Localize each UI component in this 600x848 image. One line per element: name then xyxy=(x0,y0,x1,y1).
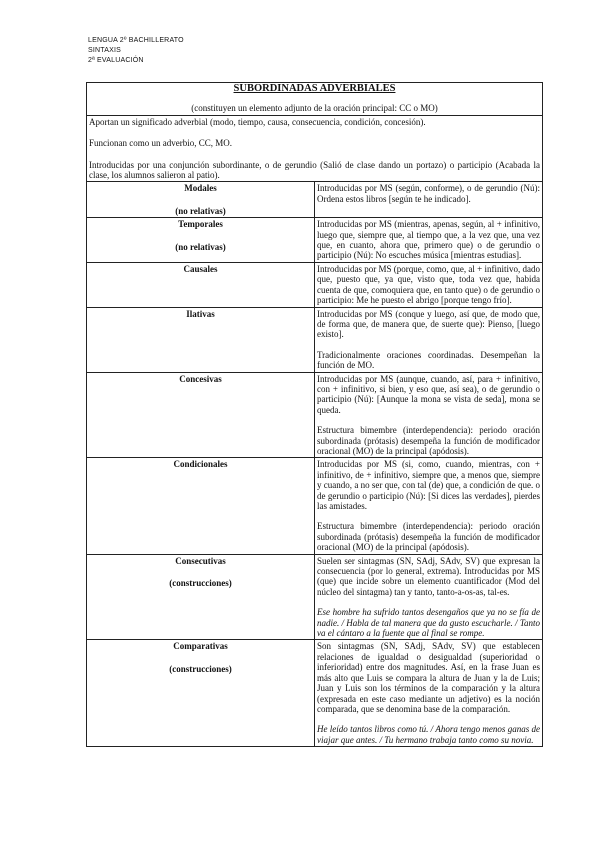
row-label: Concesivas xyxy=(179,373,222,384)
document-header xyxy=(88,36,184,66)
row-text: Introducidas por MS (conque y luego, así que, de modo que, de forma que, de manera que, de suerte que): Pienso, [luego existo]. xyxy=(317,308,540,340)
text-cell xyxy=(315,307,543,372)
row-text-note: Tradicionalmente oraciones coordinadas. Desempeñan la función de MO. xyxy=(317,349,540,371)
header-topic: SINTAXIS xyxy=(88,47,121,54)
row-label-note: (no relativas) xyxy=(175,241,226,252)
text-cell xyxy=(315,372,543,458)
row-label: Condicionales xyxy=(173,459,228,470)
row-comparativas xyxy=(87,640,543,747)
text-cell xyxy=(315,458,543,554)
row-text: Introducidas por MS (mientras, apenas, según, al + infinitivo, luego que, siempre que, al tiempo que, a la vez que, una vez que, en cuanto, ahora que, primero que) o de gerundio o participio (Nú): No escuches música [mientras estudias]. xyxy=(317,219,540,261)
row-text: Introducidas por MS (si, como, cuando, mientras, con + infinitivo, de + infinitivo, siempre que, a menos que, siempre y cuando, a no ser que, con tal (de) que, a condición de que. o de gerundio o participio (Nú): [Si dices las verdades], pierdes las amistades. xyxy=(317,459,540,511)
row-text: Introducidas por MS (según, conforme), o de gerundio (Nú): Ordena estos libros [según te he indicado]. xyxy=(317,183,540,204)
label-cell xyxy=(87,372,315,458)
label-cell xyxy=(87,182,315,218)
text-cell xyxy=(315,554,543,640)
text-cell xyxy=(315,218,543,263)
label-cell xyxy=(87,640,315,747)
text-cell xyxy=(315,640,543,747)
label-cell xyxy=(87,458,315,554)
table-title: SUBORDINADAS ADVERBIALES xyxy=(233,83,396,94)
header-term: 2ª EVALUACIÓN xyxy=(88,57,144,64)
intro-paragraph-2: Funcionan como un adverbio, CC, MO. xyxy=(89,138,232,149)
row-label-note: (no relativas) xyxy=(175,205,226,216)
text-cell xyxy=(315,262,543,307)
intro-paragraph-3: Introducidas por una conjunción subordinante, o de gerundio (Salió de clase dando un portazo) o participio (Acabada la clase, los alumnos salieron al patio). xyxy=(89,159,540,181)
table-subtitle: (constituyen un elemento adjunto de la oración principal: CC o MO) xyxy=(191,103,438,114)
row-label: Ilativas xyxy=(186,308,215,319)
row-label: Modales xyxy=(184,183,217,194)
row-text-note: Estructura bimembre (interdependencia): periodo oración subordinada (prótasis) desempeña la función de modificador oracional (MO) de la principal (apódosis). xyxy=(317,425,540,456)
intro-cell xyxy=(87,115,543,182)
text-cell xyxy=(315,182,543,218)
header-subject: LENGUA 2º BACHILLERATO xyxy=(88,37,184,44)
label-cell xyxy=(87,554,315,640)
row-text-examples: He leído tantos libros como tú. / Ahora tengo menos ganas de viajar que antes. / Tu hermano trabaja tanto como su novia. xyxy=(317,724,540,745)
subordinadas-table xyxy=(86,82,543,747)
label-cell xyxy=(87,307,315,372)
title-cell xyxy=(87,83,543,116)
row-label: Temporales xyxy=(178,219,223,230)
row-modales xyxy=(87,182,543,218)
row-label-note: (construcciones) xyxy=(169,663,232,674)
intro-row xyxy=(87,115,543,182)
row-label: Comparativas xyxy=(173,641,228,652)
intro-paragraph-1: Aportan un significado adverbial (modo, tiempo, causa, consecuencia, condición, concesión). xyxy=(89,116,426,127)
row-causales xyxy=(87,262,543,307)
row-text: Suelen ser sintagmas (SN, SAdj, SAdv, SV) que expresan la consecuencia (por lo general, extrema). Introducidas por MS (que) que incide sobre un elemento cuantificador (Mod del núcleo del sintagma) tan y tanto, tanto-a-os-as, tal-es. xyxy=(317,555,540,597)
row-label: Consecutivas xyxy=(175,555,226,566)
row-label-note: (construcciones) xyxy=(169,578,232,589)
label-cell xyxy=(87,218,315,263)
row-label: Causales xyxy=(183,263,218,274)
row-text-note: Estructura bimembre (interdependencia): periodo oración subordinada (prótasis) desempeña la función de modificador oracional (MO) de la principal (apódosis). xyxy=(317,521,540,553)
row-concesivas xyxy=(87,372,543,458)
label-cell xyxy=(87,262,315,307)
row-text-examples: Ese hombre ha sufrido tantos desengaños que ya no se fía de nadie. / Habla de tal manera que da gusto escucharle. / Tanto va el cántaro a la fuente que al final se rompe. xyxy=(317,607,540,639)
row-condicionales xyxy=(87,458,543,554)
row-text: Son sintagmas (SN, SAdj, SAdv, SV) que establecen relaciones de igualdad o desigualdad (superioridad o inferioridad) entre dos magnitudes. Así, en la frase Juan es más alto que Luis se compara la altura de Juan y la de Luis; Juan y Luis son los términos de la comparación y la altura (expresada en este caso mediante un adjetivo) es la noción comparada, que se denomina base de la comparación. xyxy=(317,641,540,714)
row-ilativas xyxy=(87,307,543,372)
row-consecutivas xyxy=(87,554,543,640)
row-text: Introducidas por MS (aunque, cuando, así, para + infinitivo, con + infinitivo, si bien, y eso que, así sea), o de gerundio o participio (Nú): [Aunque la mona se vista de seda], mona se queda. xyxy=(317,373,540,415)
row-text: Introducidas por MS (porque, como, que, al + infinitivo, dado que, puesto que, ya que, visto que, toda vez que, habida cuenta de que, comoquiera que, en tanto que) o de gerundio o participio: Me he puesto el abrigo [porque tengo frío]. xyxy=(317,263,540,306)
title-row xyxy=(87,83,543,116)
row-temporales xyxy=(87,218,543,263)
